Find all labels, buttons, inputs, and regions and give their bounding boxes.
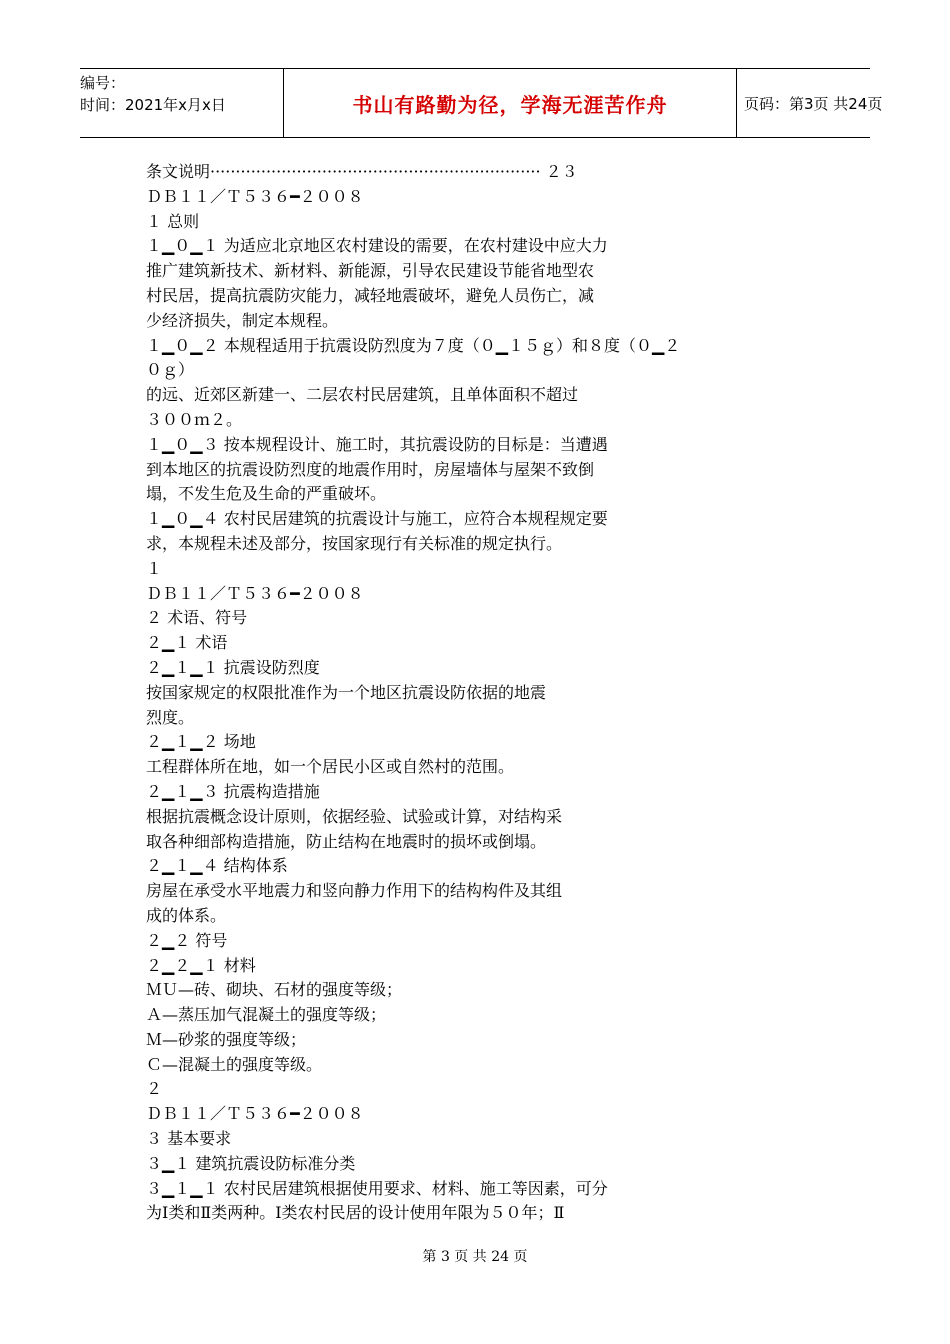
text-line: 取各种细部构造措施，防止结构在地震时的损坏或倒塌。 — [146, 831, 547, 851]
text-line: １▁０▁１ 为适应北京地区农村建设的需要，在农村建设中应大力 — [146, 236, 608, 256]
text-line: ３▁１▁１ 农村民居建筑根据使用要求、材料、施工等因素，可分 — [146, 1178, 608, 1198]
document-time-label: 时间：2021年x月x日 — [80, 96, 226, 114]
text-line: １▁０▁４ 农村民居建筑的抗震设计与施工，应符合本规程规定要 — [146, 509, 608, 529]
text-line: 根据抗震概念设计原则，依据经验、试验或计算，对结构采 — [146, 806, 563, 826]
text-line: １ — [146, 558, 163, 578]
text-line: ＭＵ—砖、砌块、石材的强度等级； — [146, 980, 403, 1000]
text-line: 推广建筑新技术、新材料、新能源，引导农民建设节能省地型农 — [146, 261, 595, 281]
text-line: 成的体系。 — [146, 905, 227, 925]
text-line: Ａ—蒸压加气混凝土的强度等级； — [146, 1005, 387, 1025]
text-line: 村民居，提高抗震防灾能力，减轻地震破坏，避免人员伤亡，减 — [146, 285, 595, 305]
header-meta — [80, 69, 283, 140]
header-page-info: 页码：第3页 共24页 — [744, 94, 883, 113]
text-line: ０ｇ） — [146, 360, 195, 380]
text-line: ３ 基本要求 — [146, 1129, 232, 1149]
page-footer: 第 3 页 共 24 页 — [422, 1249, 528, 1265]
text-line: 条文说明································································· ２３ — [146, 162, 578, 181]
text-line: 塌，不发生危及生命的严重破坏。 — [146, 484, 387, 504]
header-motto: 书山有路勤为径，学海无涯苦作舟 — [352, 92, 668, 117]
text-line: ２▁１▁３ 抗震构造措施 — [146, 781, 320, 801]
document-body — [146, 160, 826, 1226]
text-line: ２ 术语、符号 — [146, 608, 248, 628]
text-line: １▁０▁３ 按本规程设计、施工时，其抗震设防的目标是：当遭遇 — [146, 434, 608, 454]
text-line: ３▁１ 建筑抗震设防标准分类 — [146, 1153, 356, 1173]
text-line: 为Ⅰ类和Ⅱ类两种。Ⅰ类农村民居的设计使用年限为５０年；Ⅱ — [146, 1203, 565, 1223]
text-line: 到本地区的抗震设防烈度的地震作用时，房屋墙体与屋架不致倒 — [146, 459, 595, 479]
header-motto-cell — [283, 69, 737, 137]
text-line: ＤＢ１１／Ｔ５３６━２００８ — [146, 186, 364, 206]
text-line: ２▁１▁２ 场地 — [146, 732, 256, 752]
text-line: ３００ｍ２。 — [146, 409, 243, 429]
text-line: ２▁１ 术语 — [146, 633, 228, 653]
text-line: １▁０▁２ 本规程适用于抗震设防烈度为７度（０▁１５ｇ）和８度（０▁２ — [146, 335, 681, 355]
text-line: 房屋在承受水平地震力和竖向静力作用下的结构构件及其组 — [146, 881, 563, 901]
text-line: Ｃ—混凝土的强度等级。 — [146, 1054, 323, 1074]
document-number-label: 编号： — [80, 74, 126, 92]
text-line: 少经济损失，制定本规程。 — [146, 310, 339, 330]
text-line: 求，本规程未述及部分，按国家现行有关标准的规定执行。 — [146, 533, 563, 553]
text-line: 工程群体所在地，如一个居民小区或自然村的范围。 — [146, 757, 515, 777]
text-line: ２ — [146, 1079, 163, 1099]
text-line: ２▁１▁１ 抗震设防烈度 — [146, 657, 320, 677]
text-line: ＤＢ１１／Ｔ５３６━２００８ — [146, 583, 364, 603]
text-line: ２▁２▁１ 材料 — [146, 955, 256, 975]
text-line: Ｍ—砂浆的强度等级； — [146, 1029, 307, 1049]
text-line: １ 总则 — [146, 211, 200, 231]
text-line: ２▁２ 符号 — [146, 930, 228, 950]
text-line: ２▁１▁４ 结构体系 — [146, 856, 288, 876]
text-line: 的远、近郊区新建一、二层农村民居建筑，且单体面积不超过 — [146, 385, 579, 405]
page-header — [80, 68, 883, 138]
text-line: 按国家规定的权限批准作为一个地区抗震设防依据的地震 — [146, 682, 547, 702]
text-line: 烈度。 — [146, 707, 195, 727]
text-line: ＤＢ１１／Ｔ５３６━２００８ — [146, 1104, 364, 1124]
